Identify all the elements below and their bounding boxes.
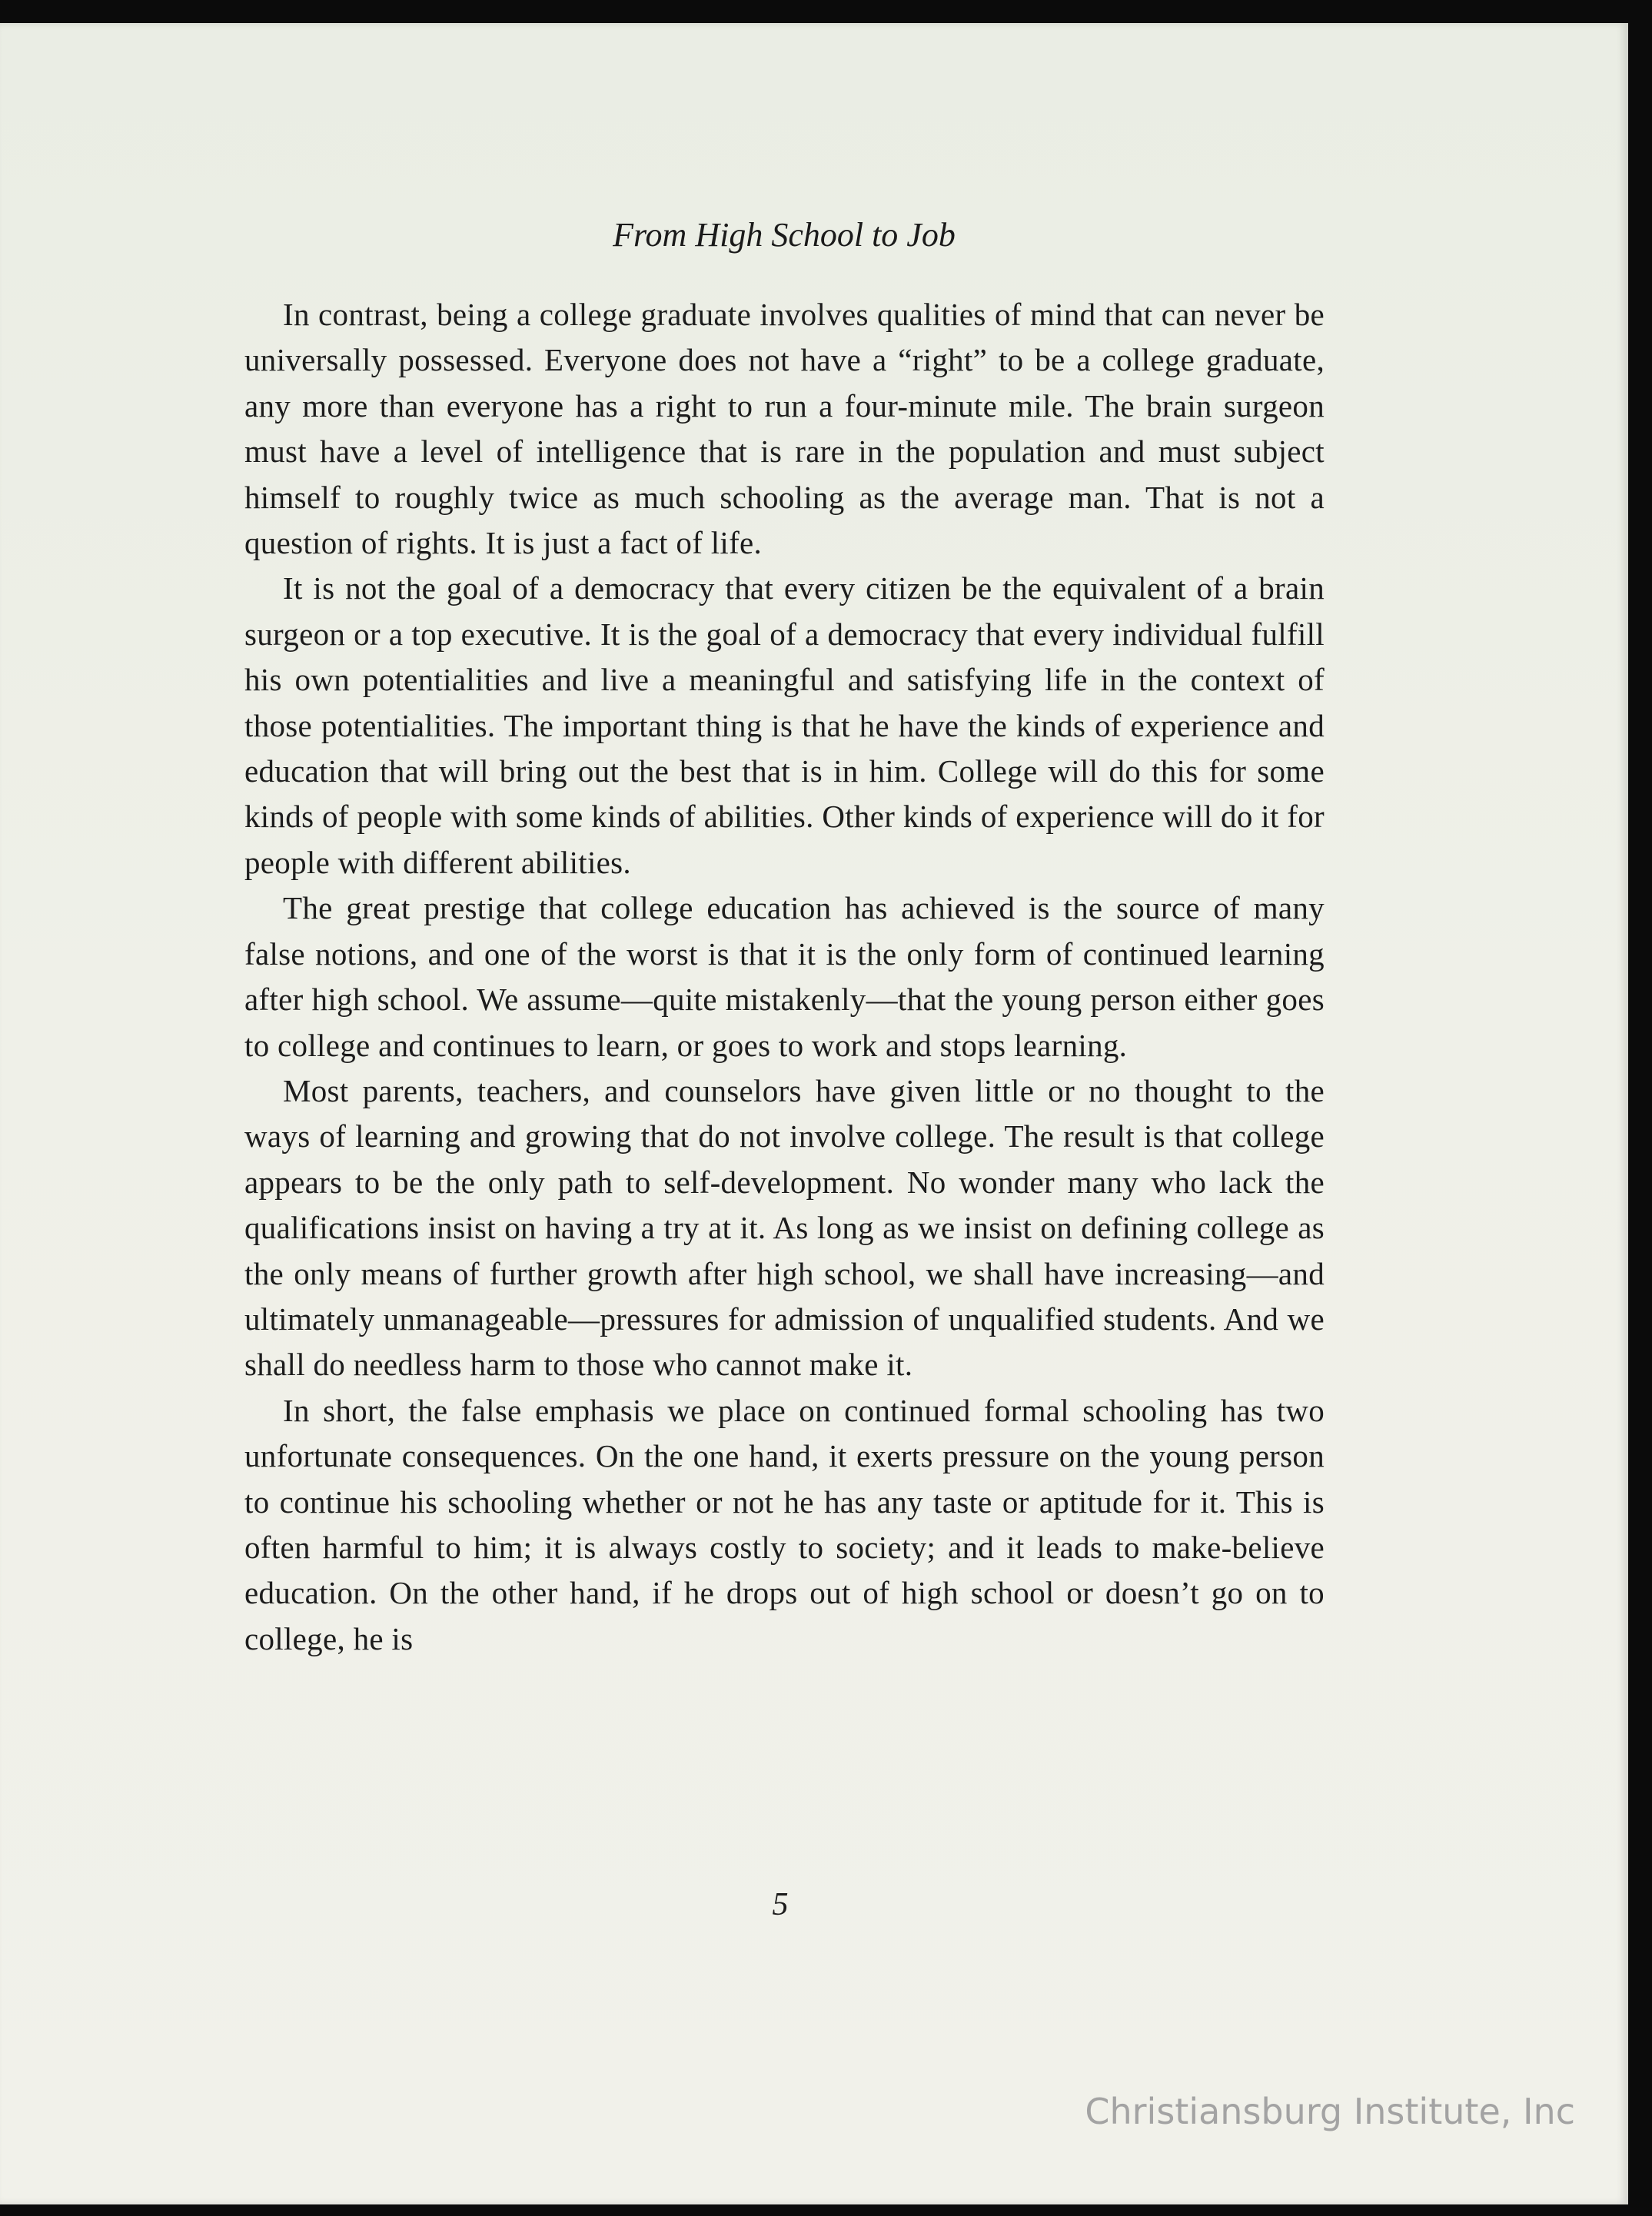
- running-head: From High School to Job: [613, 216, 956, 254]
- paragraph: In contrast, being a college graduate involves qualities of mind that can never be universally possessed. Everyone does not have a “right” to be a college graduate, any more than everyone has a right to run a four-minute mile. The brain surgeon must have a level of intelligence that is rare in the population and must subject himself to roughly twice as much schooling as the average man. That is not a question of rights. It is just a fact of life.: [244, 297, 1325, 561]
- document-page: [0, 23, 1628, 2204]
- body-text: [244, 292, 1325, 1662]
- page-number: 5: [772, 1887, 789, 1922]
- paragraph: In short, the false emphasis we place on continued formal schooling has two unfortunate consequences. On the one hand, it exerts pressure on the young person to continue his schooling whether or not he has any taste or aptitude for it. This is often harmful to him; it is always costly to society; and it leads to make-believe education. On the other hand, if he drops out of high school or doesn’t go on to college, he is: [244, 1392, 1325, 1656]
- paragraph: It is not the goal of a democracy that every citizen be the equivalent of a brain surgeon or a top executive. It is the goal of a democracy that every individual fulfill his own potentialities and live a meaningful and satisfying life in the context of those potentialities. The important thing is that he have the kinds of experience and education that will bring out the best that is in him. College will do this for some kinds of people with some kinds of abilities. Other kinds of experience will do it for people with different abilities.: [244, 570, 1325, 880]
- paragraph: Most parents, teachers, and counselors have given little or no thought to the ways of learning and growing that do not involve college. The result is that college appears to be the only path to self-development. No wonder many who lack the qualifications insist on having a try at it. As long as we insist on defining college as the only means of further growth after high school, we shall have increasing—and ultimately unmanageable—pressures for admission of unqualified students. And we shall do needless harm to those who cannot make it.: [244, 1072, 1325, 1383]
- watermark: Christiansburg Institute, Inc: [1085, 2091, 1575, 2132]
- paragraph: The great prestige that college education has achieved is the source of many false notions, and one of the worst is that it is the only form of continued learning after high school. We assume—quite mistakenly—that the young person either goes to college and continues to learn, or goes to work and stops learning.: [244, 890, 1325, 1063]
